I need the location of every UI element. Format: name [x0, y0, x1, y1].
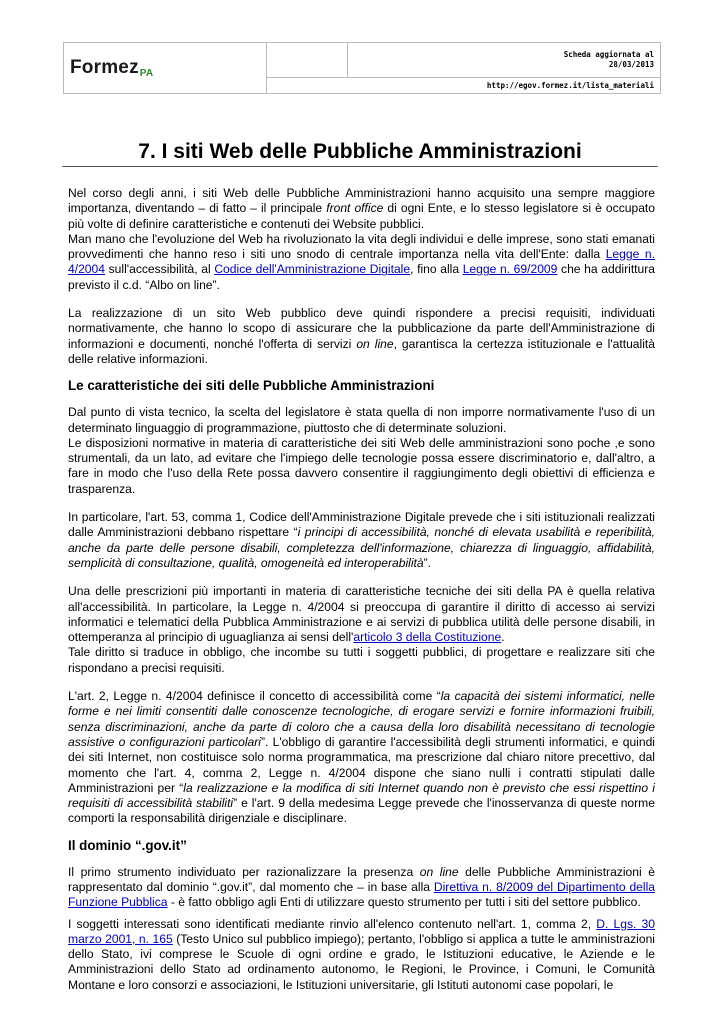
section1-paragraph-4: Una delle prescrizioni più importanti in materia di caratteristiche tecniche dei siti della PA è quella relativa all'accessibilità. In particolare, la Legge n. 4/2004 si preoccupa di garantire il diritto di accesso ai servizi informatici e telematici della Pubblica Amministrazione e ai servizi di pubblica utilità delle persone disabili, in ottemperanza al principio di uguaglianza ai sensi dell'articolo 3 della Costituzione.: [68, 584, 655, 645]
logo-cell: [64, 43, 267, 94]
section1-paragraph-1: Dal punto di vista tecnico, la scelta del legislatore è stata quella di non imporre normativamente l'uso di un determinato linguaggio di programmazione, piuttosto che di determinate soluzioni.: [68, 405, 655, 435]
header-blank-cell: [267, 43, 348, 78]
schedule-date: 28/03/2013: [608, 59, 654, 69]
section1-paragraph-2: Le disposizioni normative in materia di caratteristiche dei siti Web delle amministrazioni sono poche ,e sono strumentali, da un lato, ad evitare che l'impiego delle tecnologie possa essere discriminatorio e, dall'altro, a fare in modo che l'uso della Rete possa davvero consentire il raggiungimento degli obiettivi di efficienza e trasparenza.: [68, 435, 655, 496]
document-body: [68, 186, 655, 993]
page-title: 7. I siti Web delle Pubbliche Amministrazioni: [62, 140, 658, 167]
logo-pa-text: PA: [139, 68, 154, 79]
section1-paragraph-6: L'art. 2, Legge n. 4/2004 definisce il concetto di accessibilità come “la capacità dei sistemi informatici, nelle forme e nei limiti consentiti dalle conoscenze tecnologiche, di erogare servizi e fornire informazioni fruibili, senza discriminazioni, anche da parte di coloro che a causa della loro disabilità necessitano di tecnologie assistive o configurazioni particolari”. L'obbligo di garantire l'accessibilità degli strumenti informatici, e quindi dei siti Internet, non costituisce solo norma programmatica, ma prescrizione dal chiaro nitore precettivo, dal momento che l'art. 4, comma 2, Legge n. 4/2004 dispone che siano nulli i contratti stipulati dalle Amministrazioni per “la realizzazione e la modifica di siti Internet quando non è previsto che essi rispettino i requisiti di accessibilità stabiliti” e l'art. 9 della medesima Legge prevede che l'inosservanza di queste norme comporti la responsabilità dirigenziale e disciplinare.: [68, 689, 655, 826]
header-table: [63, 42, 661, 94]
link-direttiva-8-2009[interactable]: Direttiva n. 8/2009 del Dipartimento della Funzione Pubblica: [68, 879, 655, 910]
intro-paragraph-2: Man mano che l'evoluzione del Web ha rivoluzionato la vita degli individui e delle imprese, sono stati emanati provvedimenti che hanno reso i siti uno snodo di centrale importanza nella vita dell'Ente: dalla Legge n. 4/2004 sull'accessibilità, al Codice dell'Amministrazione Digitale, fino alla Legge n. 69/2009 che ha addirittura previsto il c.d. “Albo on line”.: [68, 231, 656, 292]
link-legge-4-2004[interactable]: Legge n. 4/2004: [68, 247, 655, 277]
schedule-info: [348, 43, 661, 78]
section-heading-caratteristiche: Le caratteristiche dei siti delle Pubbliche Amministrazioni: [68, 378, 435, 394]
intro-paragraph-3: La realizzazione di un sito Web pubblico deve quindi rispondere a precisi requisiti, individuati normativamente, che hanno lo scopo di assicurare che la pubblicazione da parte dell'Amministrazione di informazioni e documenti, nonché l'offerta di servizi on line, garantisca la certezza istituzionale e l'attualità delle relative informazioni.: [68, 306, 655, 366]
link-codice-amministrazione-digitale[interactable]: Codice dell'Amministrazione Digitale: [214, 262, 411, 277]
link-dlgs-165-2001[interactable]: D. Lgs. 30 marzo 2001, n. 165: [68, 916, 655, 946]
section2-paragraph-1: Il primo strumento individuato per razionalizzare la presenza on line delle Pubbliche Amministrazioni è rappresentato dal dominio “.gov.it”, dal momento che – in base alla Direttiva n. 8/2009 del Dipartimento della Funzione Pubblica - è fatto obbligo agli Enti di utilizzare questo strumento per tutti i siti del settore pubblico.: [68, 864, 655, 910]
schedule-label: Scheda aggiornata al: [563, 49, 654, 59]
intro-paragraph-1: Nel corso degli anni, i siti Web delle Pubbliche Amministrazioni hanno acquisito una sempre maggiore importanza, diventando – di fatto – il principale front office di ogni Ente, e lo stesso legislatore si è occupato più volte di definire caratteristiche e contenuti dei Website pubblici.: [68, 186, 656, 231]
logo-text: Formez: [70, 57, 139, 78]
header-url: http://egov.formez.it/lista_materiali: [267, 77, 661, 93]
link-articolo-3-costituzione[interactable]: articolo 3 della Costituzione: [353, 630, 502, 645]
link-legge-69-2009[interactable]: Legge n. 69/2009: [462, 262, 558, 277]
section1-paragraph-3: In particolare, l'art. 53, comma 1, Codice dell'Amministrazione Digitale prevede che i siti istituzionali realizzati dalle Amministrazioni debbano rispettare “i principi di accessibilità, nonché di elevata usabilità e reperibilità, anche da parte delle persone disabili, completezza dell'informazione, chiarezza di linguaggio, affidabilità, semplicità di consultazione, qualità, omogeneità ed interoperabilità”.: [68, 510, 655, 570]
section1-paragraph-5: Tale diritto si traduce in obbligo, che incombe su tutti i soggetti pubblici, di progettare e realizzare siti che rispondano a precisi requisiti.: [68, 645, 655, 675]
page-header: [63, 42, 661, 94]
formez-logo: [70, 57, 153, 78]
section-heading-dominio: Il dominio “.gov.it”: [68, 837, 187, 853]
section2-paragraph-2: I soggetti interessati sono identificati mediante rinvio all'elenco contenuto nell'art. 1, comma 2, D. Lgs. 30 marzo 2001, n. 165 (Testo Unico sul pubblico impiego); pertanto, l'obbligo si applica a tutte le amministrazioni dello Stato, ivi comprese le Scuole di ogni ordine e grado, le Istituzioni educative, le Aziende e le Amministrazioni dello Stato ad ordinamento autonomo, le Regioni, le Province, i Comuni, le Comunità Montane e loro consorzi e associazioni, le Istituzioni universitarie, gli Istituti autonomi case popolari, le: [68, 916, 655, 992]
